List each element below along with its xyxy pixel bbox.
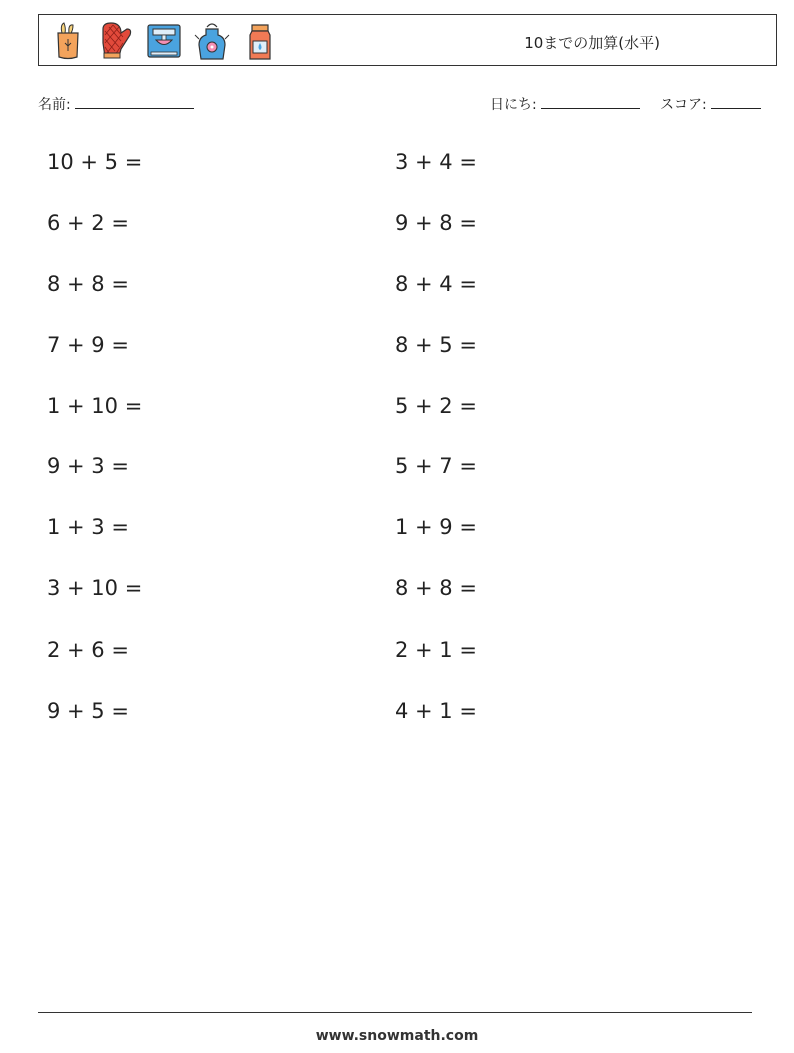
problem-16: 8 + 8 = xyxy=(395,576,477,600)
problem-11: 9 + 3 = xyxy=(47,454,129,478)
name-label: 名前: xyxy=(38,97,71,113)
date-blank[interactable] xyxy=(541,94,640,109)
name-blank[interactable] xyxy=(75,94,194,109)
name-field[interactable] xyxy=(38,94,194,114)
worksheet-title: 10までの加算(水平) xyxy=(524,34,660,52)
bread-icon xyxy=(49,21,87,61)
apron-icon xyxy=(193,21,231,61)
problem-7: 7 + 9 = xyxy=(47,333,129,357)
oven-mitt-icon xyxy=(97,21,135,61)
problem-20: 4 + 1 = xyxy=(395,699,477,723)
score-blank[interactable] xyxy=(711,94,761,109)
problem-10: 5 + 2 = xyxy=(395,394,477,418)
score-field[interactable] xyxy=(660,94,761,114)
problem-18: 2 + 1 = xyxy=(395,638,477,662)
score-label: スコア: xyxy=(660,97,707,113)
footer-url[interactable]: www.snowmath.com xyxy=(315,1028,479,1044)
problem-2: 3 + 4 = xyxy=(395,150,477,174)
stand-mixer-icon xyxy=(145,21,183,61)
date-field[interactable] xyxy=(490,94,640,114)
problem-1: 10 + 5 = xyxy=(47,150,143,174)
problem-5: 8 + 8 = xyxy=(47,272,129,296)
problem-13: 1 + 3 = xyxy=(47,515,129,539)
problem-3: 6 + 2 = xyxy=(47,211,129,235)
problem-12: 5 + 7 = xyxy=(395,454,477,478)
problem-6: 8 + 4 = xyxy=(395,272,477,296)
worksheet-header xyxy=(38,14,777,66)
milk-carton-icon xyxy=(241,21,279,61)
problem-17: 2 + 6 = xyxy=(47,638,129,662)
problem-8: 8 + 5 = xyxy=(395,333,477,357)
header-icons xyxy=(49,21,279,61)
footer-divider xyxy=(38,1012,752,1013)
date-label: 日にち: xyxy=(490,97,537,113)
problem-9: 1 + 10 = xyxy=(47,394,143,418)
problem-14: 1 + 9 = xyxy=(395,515,477,539)
problem-15: 3 + 10 = xyxy=(47,576,143,600)
problem-4: 9 + 8 = xyxy=(395,211,477,235)
problem-19: 9 + 5 = xyxy=(47,699,129,723)
